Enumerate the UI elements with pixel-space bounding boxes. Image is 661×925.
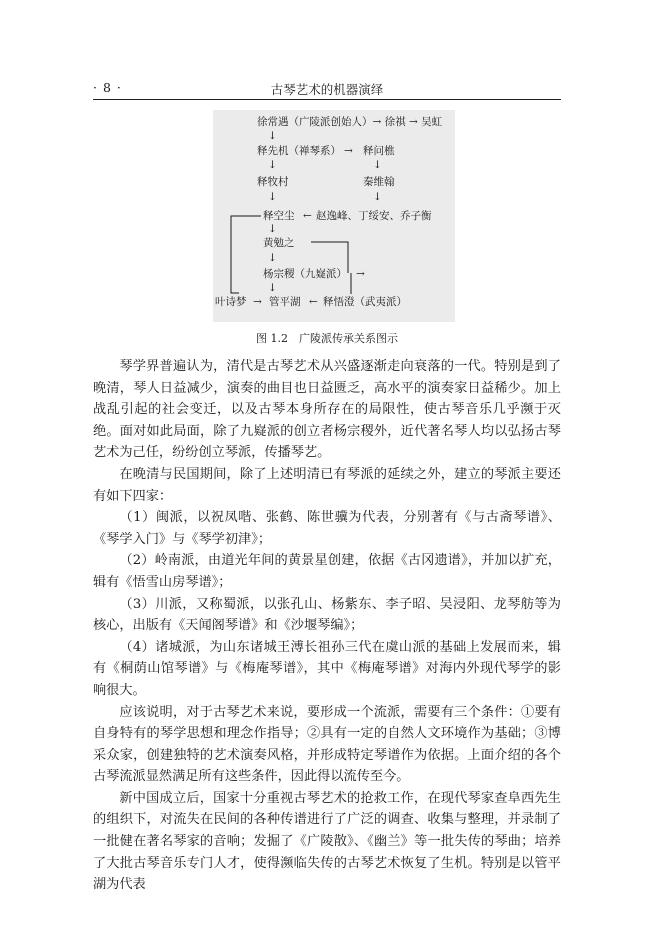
arrow-left-wucheng: ← — [309, 296, 318, 308]
arrow-right-yang: → — [356, 268, 365, 280]
arrow-right-guan: → — [253, 296, 262, 308]
node-huang-mianzhi: 黄勉之 — [263, 237, 295, 249]
node-guan-pinghu: 管平湖 — [269, 296, 301, 308]
paragraph: （3）川派，又称蜀派，以张孔山、杨紫东、李子昭、吴浸阳、龙琴舫等为核心，出版有《天闻阁琴谱》和《沙堰琴编》； — [93, 596, 561, 634]
node-shi-kongchen: 释空尘 — [263, 210, 295, 222]
body-text — [93, 356, 561, 896]
arrow-down-6: ↓ — [268, 223, 277, 235]
arrow-down-4: ↓ — [268, 191, 277, 203]
arrow-down-1: ↓ — [268, 130, 277, 142]
paragraph: 应该说明，对于古琴艺术来说，要形成一个流派，需要有三个条件：①要有自身特有的琴学思想和理念作指导；②具有一定的自然人文环境作为基础；③博采众家，创建独特的艺术演奏风格，并形成特定琴谱作为依据。上面介绍的各个古琴流派显然满足所有这些条件，因此得以流传至今。 — [93, 704, 561, 785]
header-rule — [93, 99, 561, 100]
arrow-down-2: ↓ — [268, 159, 277, 171]
node-xu-changyu: 徐常遇（广陵派创始人）→ 徐祺 → 吴虹 — [257, 116, 443, 128]
node-shi-xianji: 释先机（禅琴系） — [257, 145, 341, 157]
node-qin-weihan: 秦维翰 — [363, 176, 395, 188]
lineage-diagram-svg — [213, 110, 455, 322]
arrow-left-zhao: ← — [303, 210, 312, 222]
paragraph: 新中国成立后，国家十分重视古琴艺术的抢救工作，在现代琴家查阜西先生的组织下，对流失在民间的各种传谱进行了广泛的调查、收集与整理，并录制了一批健在著名琴家的音响；发掘了《广陵散》、《幽兰》等一批失传的琴曲；培养了大批古琴音乐专门人才，使得濒临失传的古琴艺术恢复了生机。特别是以管平湖为代表 — [93, 790, 561, 893]
running-title: 古琴艺术的机器演绎 — [270, 82, 384, 97]
lineage-diagram — [213, 110, 455, 322]
node-yang-zongji: 杨宗稷（九嶷派） — [263, 268, 347, 280]
node-ye-shimeng: 叶诗梦 — [215, 296, 247, 308]
node-shi-mucun: 释牧村 — [257, 176, 289, 188]
paragraph: （1）闽派，以祝凤喈、张鹤、陈世骥为代表，分别著有《与古斋琴谱》、《琴学入门》与《琴学初津》； — [93, 510, 561, 547]
node-zhao-group: 赵逸峰、丁绥安、乔子衡 — [316, 210, 432, 222]
paragraph: （2）岭南派，由道光年间的黄景星创建，依据《古冈遗谱》，并加以扩充，辑有《悟雪山房琴谱》； — [93, 553, 561, 590]
node-shi-wucheng: 释悟澄（武夷派） — [323, 296, 407, 308]
connector-lines — [231, 216, 351, 294]
paragraph: （4）诸城派，为山东诸城王溥长祖孙三代在虞山派的基础上发展而来，辑有《桐荫山馆琴谱》与《梅庵琴谱》，其中《梅庵琴谱》对海内外现代琴学的影响很大。 — [93, 639, 561, 698]
arrow-down-3: ↓ — [373, 159, 382, 171]
arrow-down-7: ↓ — [268, 252, 277, 264]
arrow-down-5: ↓ — [373, 191, 382, 203]
figure-caption: 图 1.2 广陵派传承关系图示 — [256, 332, 398, 345]
running-header — [93, 78, 561, 100]
arrow-right-wenqiao: → — [344, 145, 353, 157]
paragraph: 在晚清与民国期间，除了上述明清已有琴派的延续之外，建立的琴派主要还有如下四家： — [93, 466, 561, 504]
arrow-down-8: ↓ — [268, 282, 277, 294]
page-number: · 8 · — [93, 80, 122, 95]
node-shi-wenqiao: 释问樵 — [363, 145, 395, 157]
connector-kongchen-ye — [231, 216, 261, 293]
paragraph: 琴学界普遍认为，清代是古琴艺术从兴盛逐渐走向衰落的一代。特别是到了晚清，琴人日益减少，演奏的曲目也日益匮乏，高水平的演奏家日益稀少。加上战乱引起的社会变迁，以及古琴本身所存在的局限性，使古琴音乐几乎濒于灭绝。面对如此局面，除了九嶷派的创立者杨宗稷外，近代著名琴人均以弘扬古琴艺术为己任，纷纷创立琴派，传播琴艺。 — [93, 359, 561, 461]
